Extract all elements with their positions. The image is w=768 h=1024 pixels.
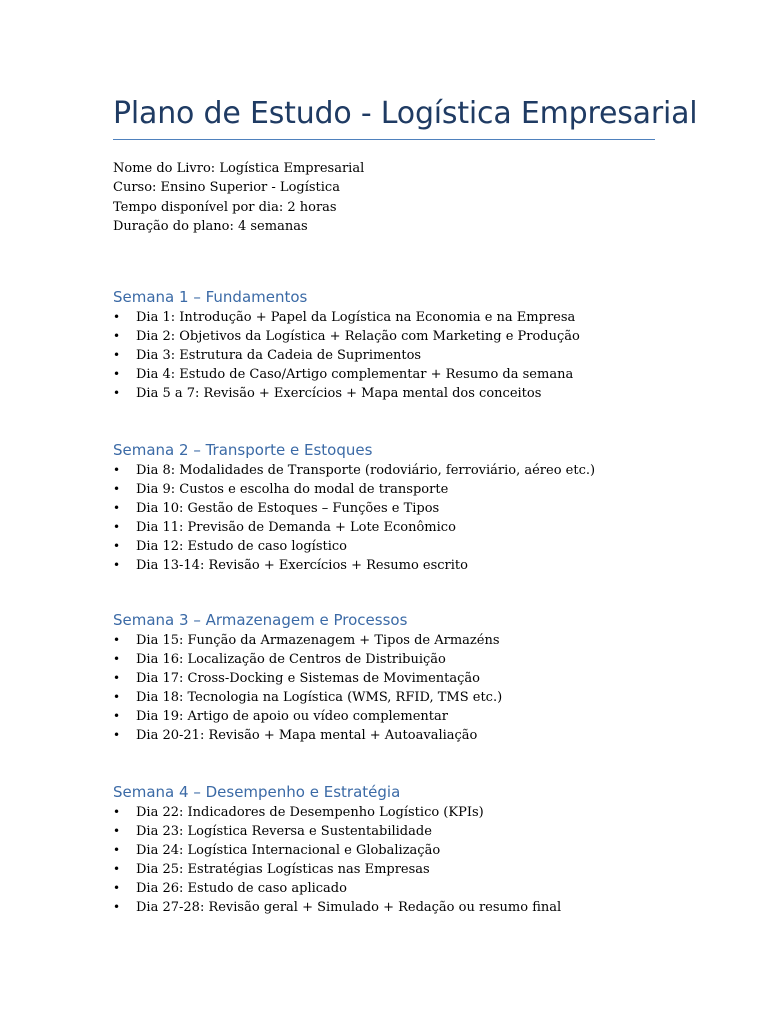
list-item-text: Dia 12: Estudo de caso logístico xyxy=(136,539,347,555)
list-item xyxy=(113,327,580,346)
list-item xyxy=(113,879,561,898)
bullet: • xyxy=(113,862,121,877)
course: Curso: Ensino Superior - Logística xyxy=(113,180,340,196)
bullet: • xyxy=(113,482,121,497)
list-item xyxy=(113,841,561,860)
bullet: • xyxy=(113,690,121,705)
bullet: • xyxy=(113,367,121,382)
week-1-heading: Semana 1 – Fundamentos xyxy=(113,288,308,306)
list-item xyxy=(113,688,502,707)
list-item-text: Dia 8: Modalidades de Transporte (rodoviário, ferroviário, aéreo etc.) xyxy=(136,463,596,478)
list-item-text: Dia 16: Localização de Centros de Distribuição xyxy=(136,652,446,668)
list-item xyxy=(113,726,502,745)
bullet: • xyxy=(113,348,121,363)
list-item xyxy=(113,556,595,575)
plan-duration: Duração do plano: 4 semanas xyxy=(113,218,308,234)
list-item xyxy=(113,499,595,518)
week-3-section xyxy=(113,609,502,746)
list-item xyxy=(113,365,580,384)
list-item-text: Dia 1: Introdução + Papel da Logística na Economia e na Empresa xyxy=(136,310,576,325)
list-item xyxy=(113,461,595,480)
bullet: • xyxy=(113,728,121,743)
list-item xyxy=(113,803,561,822)
list-item-text: Dia 3: Estrutura da Cadeia de Suprimentos xyxy=(136,348,422,364)
book-name: Nome do Livro: Logística Empresarial xyxy=(113,161,365,176)
bullet: • xyxy=(113,709,121,724)
list-item-text: Dia 19: Artigo de apoio ou vídeo complementar xyxy=(136,709,448,725)
week-2-day-list xyxy=(113,461,595,576)
list-item-text: Dia 26: Estudo de caso aplicado xyxy=(136,881,347,897)
list-item-text: Dia 9: Custos e escolha do modal de transporte xyxy=(136,482,449,498)
bullet: • xyxy=(113,520,121,535)
list-item xyxy=(113,669,502,688)
list-item-text: Dia 10: Gestão de Estoques – Funções e Tipos xyxy=(136,501,440,517)
list-item-text: Dia 13-14: Revisão + Exercícios + Resumo escrito xyxy=(136,558,468,574)
list-item-text: Dia 25: Estratégias Logísticas nas Empresas xyxy=(136,862,430,878)
list-item-text: Dia 11: Previsão de Demanda + Lote Econômico xyxy=(136,520,456,536)
week-3-heading: Semana 3 – Armazenagem e Processos xyxy=(113,611,408,629)
list-item-text: Dia 15: Função da Armazenagem + Tipos de Armazéns xyxy=(136,633,500,648)
week-3-day-list xyxy=(113,631,502,746)
list-item-text: Dia 18: Tecnologia na Logística (WMS, RFID, TMS etc.) xyxy=(136,690,503,706)
bullet: • xyxy=(113,329,121,344)
bullet: • xyxy=(113,386,121,401)
week-2-heading: Semana 2 – Transporte e Estoques xyxy=(113,441,373,459)
list-item-text: Dia 2: Objetivos da Logística + Relação com Marketing e Produção xyxy=(136,329,580,345)
list-item xyxy=(113,707,502,726)
bullet: • xyxy=(113,310,121,324)
list-item-text: Dia 23: Logística Reversa e Sustentabilidade xyxy=(136,824,432,840)
daily-time: Tempo disponível por dia: 2 horas xyxy=(113,199,337,215)
bullet: • xyxy=(113,463,121,477)
list-item xyxy=(113,537,595,556)
list-item xyxy=(113,650,502,669)
week-1-day-list xyxy=(113,308,580,403)
bullet: • xyxy=(113,900,121,915)
title-underline xyxy=(113,139,655,140)
week-1-section xyxy=(113,286,580,403)
list-item-text: Dia 5 a 7: Revisão + Exercícios + Mapa mental dos conceitos xyxy=(136,386,542,402)
bullet: • xyxy=(113,652,121,667)
bullet: • xyxy=(113,501,121,516)
list-item-text: Dia 24: Logística Internacional e Globalização xyxy=(136,843,441,859)
week-2-section xyxy=(113,439,595,576)
plan-info xyxy=(113,159,364,236)
list-item-text: Dia 27-28: Revisão geral + Simulado + Redação ou resumo final xyxy=(136,900,562,916)
list-item-text: Dia 22: Indicadores de Desempenho Logístico (KPIs) xyxy=(136,805,484,820)
list-item xyxy=(113,518,595,537)
list-item xyxy=(113,346,580,365)
bullet: • xyxy=(113,881,121,896)
list-item-text: Dia 20-21: Revisão + Mapa mental + Autoavaliação xyxy=(136,728,478,744)
list-item xyxy=(113,631,502,650)
bullet: • xyxy=(113,824,121,839)
bullet: • xyxy=(113,671,121,686)
list-item xyxy=(113,308,580,327)
list-item xyxy=(113,384,580,403)
bullet: • xyxy=(113,805,121,819)
page-title: Plano de Estudo - Logística Empresarial xyxy=(113,96,698,131)
list-item-text: Dia 17: Cross-Docking e Sistemas de Movimentação xyxy=(136,671,481,687)
list-item xyxy=(113,822,561,841)
list-item xyxy=(113,480,595,499)
list-item-text: Dia 4: Estudo de Caso/Artigo complementar + Resumo da semana xyxy=(136,367,574,383)
bullet: • xyxy=(113,558,121,573)
list-item xyxy=(113,860,561,879)
bullet: • xyxy=(113,633,121,647)
week-4-heading: Semana 4 – Desempenho e Estratégia xyxy=(113,783,401,801)
week-4-day-list xyxy=(113,803,561,918)
bullet: • xyxy=(113,843,121,858)
list-item xyxy=(113,898,561,917)
week-4-section xyxy=(113,781,561,918)
bullet: • xyxy=(113,539,121,554)
